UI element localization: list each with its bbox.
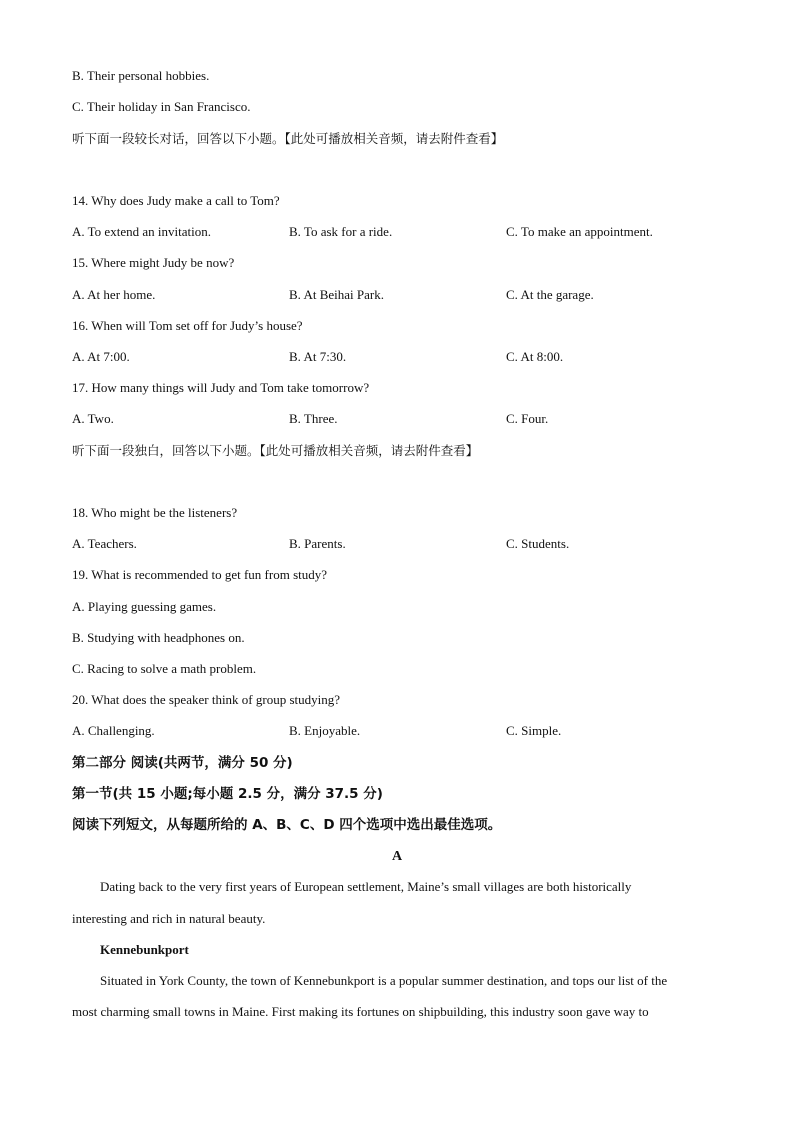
option-c-prev: C. Their holiday in San Francisco. <box>72 99 251 114</box>
q19-option-b: B. Studying with headphones on. <box>72 630 245 645</box>
question-17: 17. How many things will Judy and Tom take tomorrow? <box>72 380 370 395</box>
q15-option-a: A. At her home. <box>72 287 156 302</box>
q14-option-c: C. To make an appointment. <box>506 224 653 239</box>
q17-option-a: A. Two. <box>72 411 114 426</box>
q15-option-c: C. At the garage. <box>506 287 594 302</box>
question-15: 15. Where might Judy be now? <box>72 255 235 270</box>
instruction-monologue: 听下面一段独白，回答以下小题。【此处可播放相关音频，请去附件查看】 <box>72 443 479 458</box>
q16-option-b: B. At 7:30. <box>289 349 347 364</box>
question-18: 18. Who might be the listeners? <box>72 505 238 520</box>
q20-option-b: B. Enjoyable. <box>289 723 361 738</box>
passage-label: A <box>391 849 403 864</box>
option-b-prev: B. Their personal hobbies. <box>72 68 210 83</box>
q18-option-b: B. Parents. <box>289 536 346 551</box>
question-20: 20. What does the speaker think of group studying? <box>72 692 341 707</box>
q19-option-c: C. Racing to solve a math problem. <box>72 661 257 676</box>
q20-option-a: A. Challenging. <box>72 723 155 738</box>
instruction-dialogue: 听下面一段较长对话，回答以下小题。【此处可播放相关音频，请去附件查看】 <box>72 131 504 146</box>
q16-option-a: A. At 7:00. <box>72 349 130 364</box>
passage-p2-line1: Situated in York County, the town of Kennebunkport is a popular summer destination, and tops our list of the <box>100 973 668 988</box>
q14-option-a: A. To extend an invitation. <box>72 224 211 239</box>
q16-option-c: C. At 8:00. <box>506 349 564 364</box>
passage-heading: Kennebunkport <box>100 942 189 957</box>
q17-option-c: C. Four. <box>506 411 549 426</box>
q18-option-a: A. Teachers. <box>72 536 137 551</box>
q14-option-b: B. To ask for a ride. <box>289 224 393 239</box>
q18-option-c: C. Students. <box>506 536 570 551</box>
question-16: 16. When will Tom set off for Judy’s house? <box>72 318 303 333</box>
question-14: 14. Why does Judy make a call to Tom? <box>72 193 280 208</box>
passage-p2-line2: most charming small towns in Maine. First making its fortunes on shipbuilding, this industry soon gave way to <box>72 1004 649 1019</box>
reading-instruction: 阅读下列短文，从每题所给的 A、B、C、D 四个选项中选出最佳选项。 <box>72 817 502 833</box>
section1-title: 第一节(共 15 小题;每小题 2.5 分，满分 37.5 分) <box>72 786 383 802</box>
q20-option-c: C. Simple. <box>506 723 562 738</box>
passage-p1-line2: interesting and rich in natural beauty. <box>72 911 266 926</box>
q17-option-b: B. Three. <box>289 411 338 426</box>
q19-option-a: A. Playing guessing games. <box>72 599 217 614</box>
part2-title: 第二部分 阅读(共两节，满分 50 分) <box>72 755 293 771</box>
q15-option-b: B. At Beihai Park. <box>289 287 384 302</box>
passage-p1-line1: Dating back to the very first years of European settlement, Maine’s small villages are both historically <box>100 879 632 894</box>
question-19: 19. What is recommended to get fun from study? <box>72 567 328 582</box>
